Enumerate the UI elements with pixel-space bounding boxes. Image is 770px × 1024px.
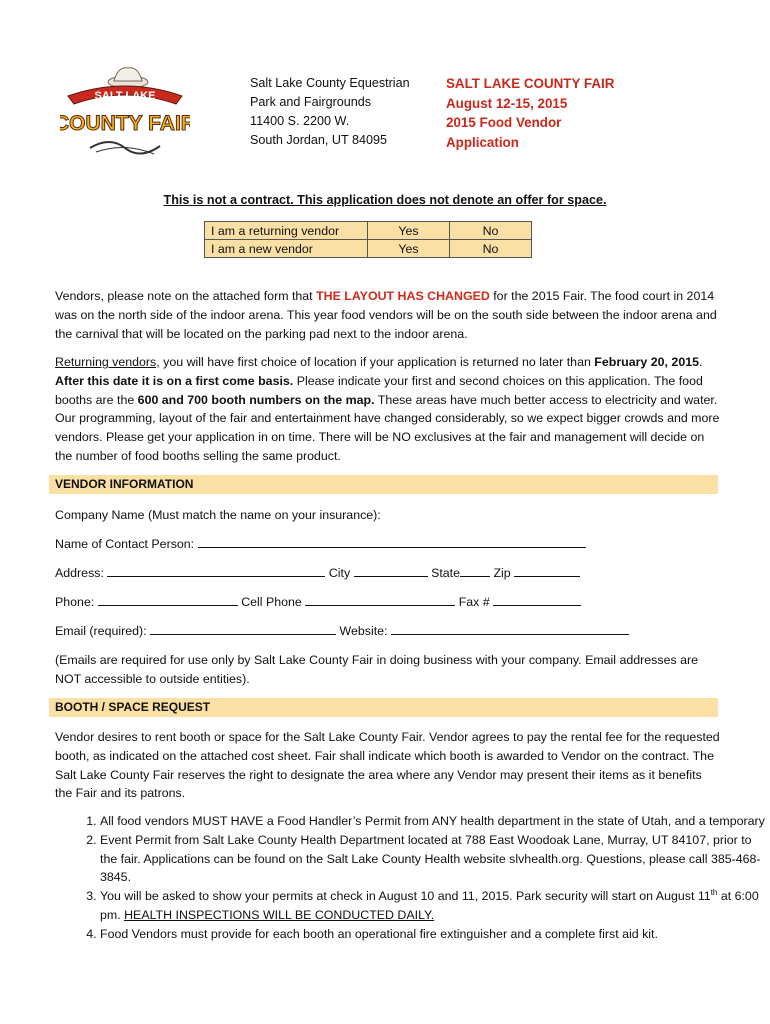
deadline-date: February 20, 2015	[594, 355, 699, 369]
returning-vendor-label: I am a returning vendor	[205, 222, 368, 240]
address-line-3: 11400 S. 2200 W.	[250, 114, 350, 128]
returning-vendors-paragraph	[55, 353, 720, 466]
list-item: 4. Food Vendors must provide for each booth an operational fire extinguisher and a complete first aid kit.	[100, 925, 765, 944]
svg-text:COUNTY FAIR: COUNTY FAIR	[60, 112, 190, 135]
company-name-label: Company Name (Must match the name on your insurance):	[55, 508, 381, 522]
address-input[interactable]	[107, 564, 325, 577]
contact-person-row	[55, 535, 586, 553]
ordinal-suffix: th	[710, 888, 718, 898]
state-label: State	[431, 566, 460, 580]
fair-logo-graphic	[60, 62, 190, 164]
booth-request-paragraph: Vendor desires to rent booth or space for the Salt Lake County Fair. Vendor agrees to pay the rental fee for the requested booth, as indicated on the attached cost sheet. Fair shall indicate which booth is awarded to Vendor on the contract. The Salt Lake County Fair reserves the right to designate the area where any Vendor may present their items as it benefits the Fair and its patrons.	[55, 730, 720, 801]
event-title-block	[446, 74, 614, 152]
email-row	[55, 622, 629, 640]
salt-lake-county-fair-logo	[60, 62, 190, 164]
fax-input[interactable]	[493, 593, 581, 606]
phone-row	[55, 593, 581, 611]
returning-vendor-yes[interactable]: Yes	[368, 222, 450, 240]
event-subtitle: 2015 Food Vendor	[446, 115, 562, 130]
website-label: Website:	[339, 624, 388, 638]
layout-change-paragraph	[55, 287, 720, 343]
booth-numbers-note: 600 and 700 booth numbers on the map.	[137, 392, 375, 407]
new-vendor-yes[interactable]: Yes	[368, 240, 450, 258]
contact-person-label: Name of Contact Person:	[55, 537, 195, 551]
list-item: 1. All food vendors MUST HAVE a Food Handler’s Permit from ANY health department in the state of Utah, and a temporary	[100, 812, 765, 831]
table-row	[205, 222, 532, 240]
vendor-information-header: VENDOR INFORMATION	[49, 475, 718, 494]
zip-label: Zip	[493, 566, 511, 580]
returning-text-1: you will have first choice of location if your application is returned no later than	[159, 355, 595, 369]
company-name-field[interactable]	[55, 506, 381, 524]
city-label: City	[328, 566, 351, 580]
returning-vendor-no[interactable]: No	[450, 222, 532, 240]
website-input[interactable]	[391, 622, 629, 635]
cell-phone-label: Cell Phone	[241, 595, 302, 609]
returning-text-4: These areas have much better access to electricity and water. Our programming, layout of the fair and entertainment have changed considerably, so we expect bigger crowds and more vendors. Please get your application in on time. There will be NO exclusives at the fair and management will decide on the number of food booths selling the same product.	[55, 392, 720, 463]
intro-text-1: Vendors, please note on the attached form that	[55, 289, 317, 303]
layout-changed-highlight: THE LAYOUT HAS CHANGED	[316, 289, 490, 303]
zip-input[interactable]	[514, 564, 580, 577]
phone-input[interactable]	[98, 593, 238, 606]
address-line-2: Park and Fairgrounds	[250, 95, 372, 109]
cell-phone-input[interactable]	[305, 593, 455, 606]
list-item	[100, 887, 765, 925]
address-line-1: Salt Lake County Equestrian	[250, 76, 410, 90]
event-type: Application	[446, 134, 519, 150]
returning-vendors-lead: Returning vendors,	[55, 355, 160, 369]
address-row	[55, 564, 580, 582]
permit-check-text: You will be asked to show your permits at check in August 10 and 11, 2015. Park security will start on August 11	[100, 889, 711, 904]
booth-space-request-header: BOOTH / SPACE REQUEST	[49, 698, 718, 717]
new-vendor-label: I am a new vendor	[205, 240, 368, 258]
venue-address	[250, 74, 410, 150]
health-inspection-note: HEALTH INSPECTIONS WILL BE CONDUCTED DAILY.	[124, 907, 435, 922]
returning-text-2: .	[699, 355, 703, 369]
security-time-text: at 6:00 pm.	[100, 889, 759, 922]
email-privacy-note: (Emails are required for use only by Salt Lake County Fair in doing business with your company. Email addresses are NOT accessible to outside entities).	[55, 653, 699, 686]
email-label: Email (required):	[55, 624, 147, 638]
returning-text-3: Please indicate your first and second choices on this application. The food booths are the	[55, 373, 703, 407]
state-input[interactable]	[460, 564, 490, 577]
svg-text:SALT LAKE: SALT LAKE	[94, 90, 156, 102]
contact-person-input[interactable]	[198, 535, 586, 548]
first-come-note: After this date it is on a first come basis.	[55, 373, 294, 388]
email-input[interactable]	[150, 622, 336, 635]
table-row	[205, 240, 532, 258]
fax-label: Fax #	[458, 595, 490, 609]
city-input[interactable]	[354, 564, 428, 577]
event-dates: August 12-15, 2015	[446, 95, 568, 111]
list-item: 2. Event Permit from Salt Lake County Health Department located at 788 East Woodoak Lane, Murray, UT 84107, prior to the fair. Applications can be found on the Salt Lake County Health website slvhealth.org. Questions, please call 385-468-3845.	[100, 831, 765, 887]
contract-notice: This is not a contract. This application does not denote an offer for space.	[163, 193, 607, 207]
vendor-requirements-list	[55, 812, 765, 944]
address-line-4: South Jordan, UT 84095	[250, 133, 387, 147]
new-vendor-no[interactable]: No	[450, 240, 532, 258]
intro-text-2: for the 2015 Fair. The food court in 2014 was on the north side of the indoor arena. This year food vendors will be on the south side between the indoor arena and the carnival that will be located on the parking pad next to the indoor arena.	[55, 289, 717, 341]
event-title: SALT LAKE COUNTY FAIR	[446, 76, 615, 91]
address-label: Address:	[55, 566, 104, 580]
vendor-type-table	[204, 221, 532, 258]
phone-label: Phone:	[55, 595, 95, 609]
